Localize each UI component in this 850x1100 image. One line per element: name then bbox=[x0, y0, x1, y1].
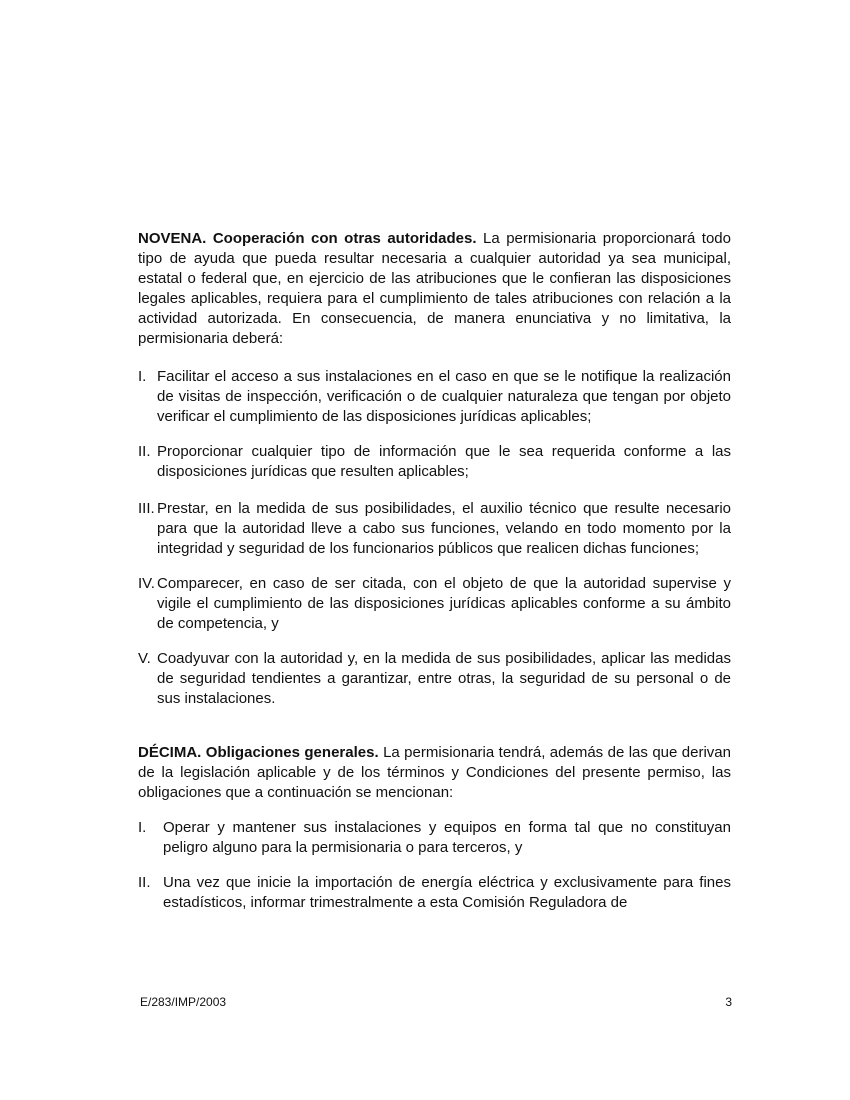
list-marker: II. bbox=[138, 874, 151, 891]
clause-novena-list bbox=[138, 367, 731, 709]
list-item bbox=[138, 873, 731, 913]
list-marker: IV. bbox=[138, 575, 155, 592]
clause-decima-intro bbox=[138, 743, 731, 803]
list-item bbox=[138, 818, 731, 858]
list-item-text: Operar y mantener sus instalaciones y equipos en forma tal que no constituyan peligro alguno para la permisionaria o para terceros, y bbox=[163, 819, 731, 856]
document-code: E/283/IMP/2003 bbox=[140, 995, 227, 1009]
list-item-text: Comparecer, en caso de ser citada, con el objeto de que la autoridad supervise y vigile el cumplimiento de las disposiciones jurídicas aplicables conforme a su ámbito de competencia, y bbox=[157, 575, 731, 632]
list-item-text: Facilitar el acceso a sus instalaciones en el caso en que se le notifique la realización de visitas de inspección, verificación o de cualquier naturaleza que tengan por objeto verificar el cumplimiento de las disposiciones jurídicas aplicables; bbox=[157, 368, 731, 425]
list-item bbox=[138, 442, 731, 482]
document-body bbox=[138, 229, 731, 913]
clause-novena-intro bbox=[138, 229, 731, 349]
list-marker: V. bbox=[138, 650, 151, 667]
list-marker: II. bbox=[138, 443, 151, 460]
clause-decima-heading: DÉCIMA. Obligaciones generales. bbox=[138, 744, 379, 761]
list-marker: III. bbox=[138, 500, 155, 517]
list-marker: I. bbox=[138, 368, 147, 385]
list-marker: I. bbox=[138, 819, 147, 836]
page-number: 3 bbox=[725, 995, 732, 1009]
clause-novena-heading: NOVENA. Cooperación con otras autoridades. bbox=[138, 230, 477, 247]
list-item-text: Proporcionar cualquier tipo de información que le sea requerida conforme a las disposiciones jurídicas que resulten aplicables; bbox=[157, 443, 731, 480]
list-item-text: Una vez que inicie la importación de energía eléctrica y exclusivamente para fines estadísticos, informar trimestralmente a esta Comisión Reguladora de bbox=[163, 874, 731, 911]
clause-decima-text: La permisionaria tendrá, además de las que derivan de la legislación aplicable y de los términos y Condiciones del presente permiso, las obligaciones que a continuación se mencionan: bbox=[138, 744, 731, 801]
clause-novena-text: La permisionaria proporcionará todo tipo de ayuda que pueda resultar necesaria a cualquier autoridad ya sea municipal, estatal o federal que, en ejercicio de las atribuciones que le confieran las disposiciones legales aplicables, requiera para el cumplimiento de tales atribuciones con relación a la actividad autorizada. En consecuencia, de manera enunciativa y no limitativa, la permisionaria deberá: bbox=[138, 230, 731, 347]
list-item bbox=[138, 499, 731, 559]
clause-decima-list bbox=[138, 818, 731, 913]
list-item bbox=[138, 574, 731, 634]
list-item-text: Prestar, en la medida de sus posibilidades, el auxilio técnico que resulte necesario para que la autoridad lleve a cabo sus funciones, velando en todo momento por la integridad y seguridad de los funcionarios públicos que realicen dichas funciones; bbox=[157, 500, 731, 557]
list-item bbox=[138, 649, 731, 709]
list-item-text: Coadyuvar con la autoridad y, en la medida de sus posibilidades, aplicar las medidas de seguridad tendientes a garantizar, entre otras, la seguridad de su personal o de sus instalaciones. bbox=[157, 650, 731, 707]
list-item bbox=[138, 367, 731, 427]
